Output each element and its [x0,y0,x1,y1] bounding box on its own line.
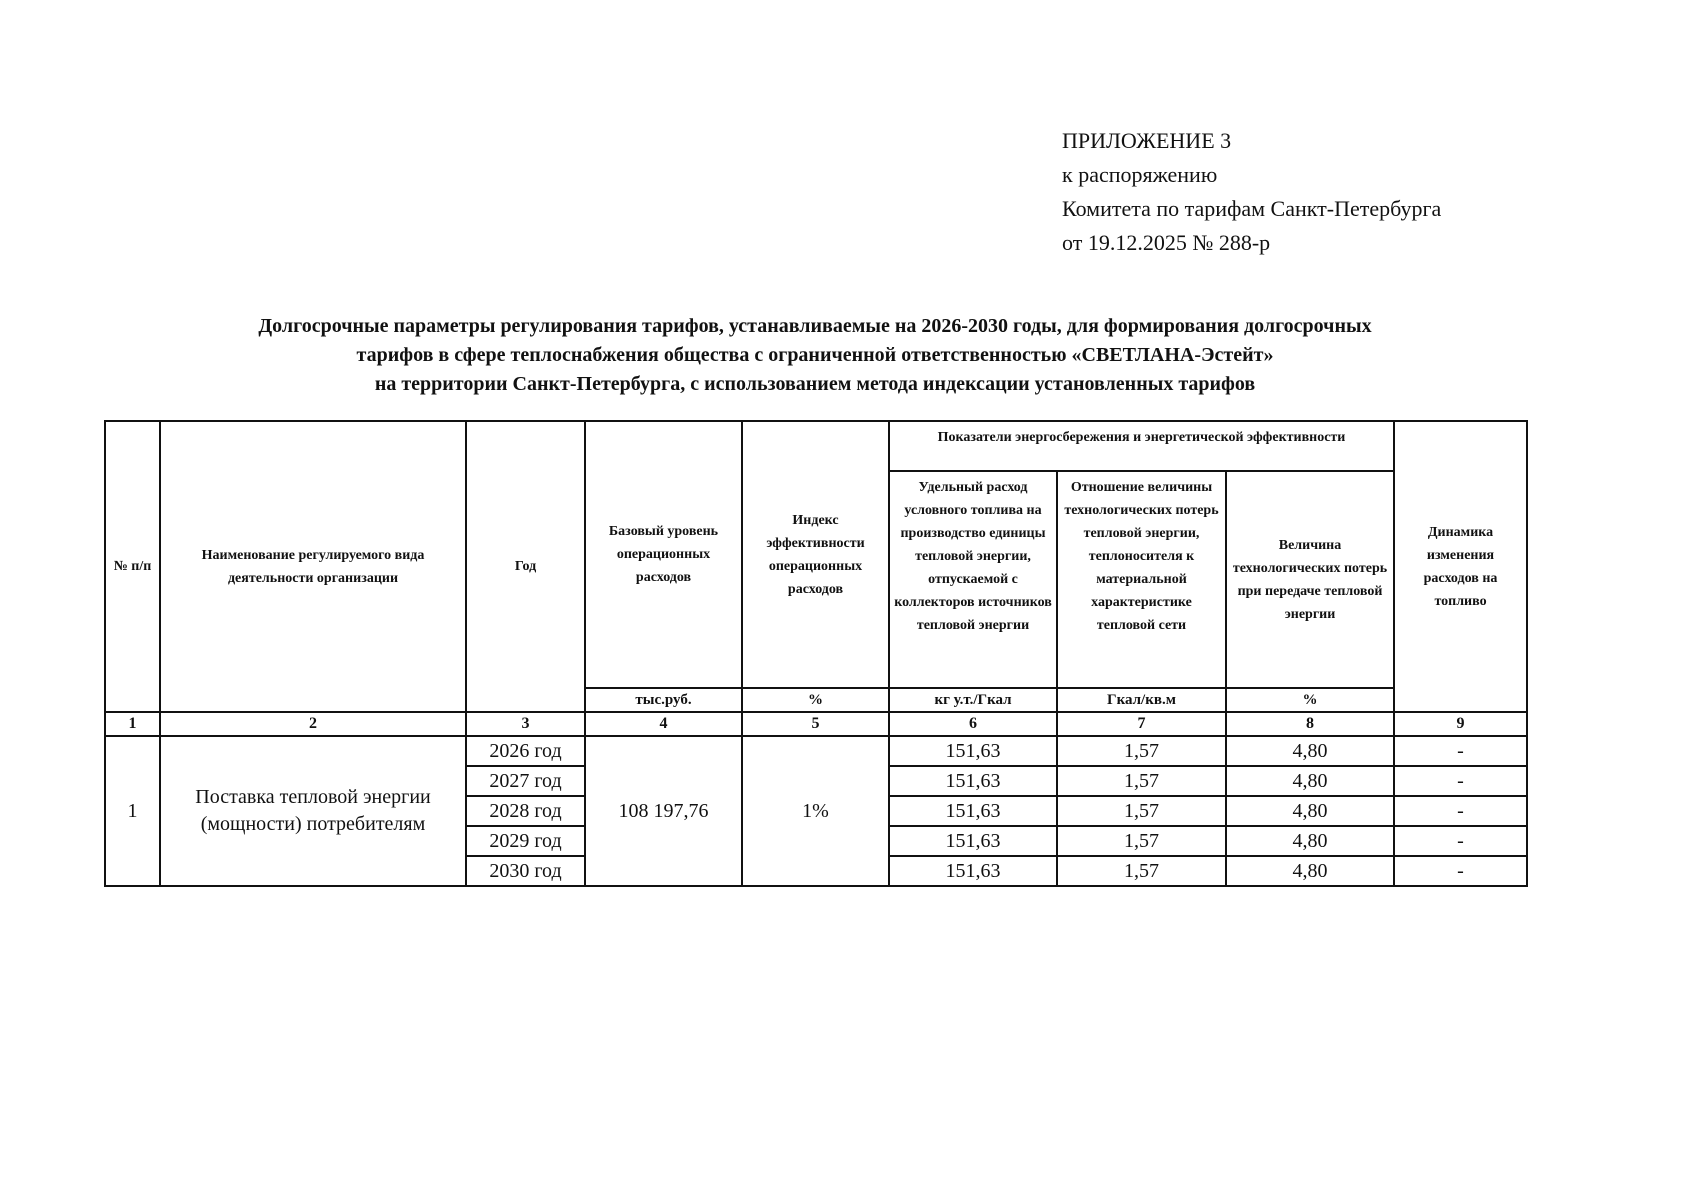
unit-specific-fuel: кг у.т./Гкал [889,688,1057,712]
year-cell: 2029 год [466,826,585,856]
column-number-row [105,712,1527,736]
column-number: 9 [1394,712,1527,736]
column-number: 2 [160,712,466,736]
fuel-dynamics-value: - [1394,796,1527,826]
loss-ratio-value: 1,57 [1057,766,1226,796]
year-cell: 2028 год [466,796,585,826]
loss-ratio-value: 1,57 [1057,826,1226,856]
annex-date-number: от 19.12.2025 № 288-р [1062,230,1271,255]
title-line-1: Долгосрочные параметры регулирования тарифов, устанавливаемые на 2026-2030 годы, для формирования долгосрочных [258,315,1372,337]
fuel-dynamics-value: - [1394,766,1527,796]
header-specific-fuel: Удельный расход условного топлива на производство единицы тепловой энергии, отпускаемой с коллекторов источников тепловой энергии [889,471,1057,688]
tech-losses-value: 4,80 [1226,856,1394,886]
tech-losses-value: 4,80 [1226,796,1394,826]
activity-name: Поставка тепловой энергии (мощности) потребителям [160,736,466,886]
efficiency-index-value: 1% [742,736,889,886]
specific-fuel-value: 151,63 [889,766,1057,796]
table-row [105,736,1527,766]
unit-tech-losses: % [1226,688,1394,712]
annex-block [1062,124,1441,260]
row-number: 1 [105,736,160,886]
header-row-1 [105,421,1527,471]
loss-ratio-value: 1,57 [1057,796,1226,826]
title-line-3: на территории Санкт-Петербурга, с использованием метода индексации установленных тарифов [374,373,1256,395]
header-tech-losses: Величина технологических потерь при передаче тепловой энергии [1226,471,1394,688]
annex-title: ПРИЛОЖЕНИЕ 3 [1062,128,1232,153]
tech-losses-value: 4,80 [1226,736,1394,766]
base-opex-value: 108 197,76 [585,736,742,886]
header-fuel-dynamics: Динамика изменения расходов на топливо [1394,421,1527,712]
column-number: 3 [466,712,585,736]
tech-losses-value: 4,80 [1226,766,1394,796]
header-loss-ratio: Отношение величины технологических потерь тепловой энергии, теплоносителя к материальной характеристике тепловой сети [1057,471,1226,688]
header-year: Год [466,421,585,712]
column-number: 6 [889,712,1057,736]
fuel-dynamics-value: - [1394,736,1527,766]
document-title [0,312,1630,399]
loss-ratio-value: 1,57 [1057,856,1226,886]
specific-fuel-value: 151,63 [889,856,1057,886]
year-cell: 2026 год [466,736,585,766]
annex-committee: Комитета по тарифам Санкт-Петербурга [1062,196,1442,221]
annex-reference: к распоряжению [1062,162,1218,187]
column-number: 8 [1226,712,1394,736]
column-number: 5 [742,712,889,736]
column-number: 1 [105,712,160,736]
header-base-opex: Базовый уровень операционных расходов [585,421,742,688]
tech-losses-value: 4,80 [1226,826,1394,856]
unit-loss-ratio: Гкал/кв.м [1057,688,1226,712]
parameters-table [104,420,1528,887]
loss-ratio-value: 1,57 [1057,736,1226,766]
column-number: 4 [585,712,742,736]
header-energy-efficiency-group: Показатели энергосбережения и энергетической эффективности [889,421,1394,471]
specific-fuel-value: 151,63 [889,826,1057,856]
specific-fuel-value: 151,63 [889,736,1057,766]
title-line-2: тарифов в сфере теплоснабжения общества с ограниченной ответственностью «СВЕТЛАНА-Эстейт» [356,344,1274,366]
unit-base-opex: тыс.руб. [585,688,742,712]
year-cell: 2030 год [466,856,585,886]
unit-efficiency-index: % [742,688,889,712]
year-cell: 2027 год [466,766,585,796]
fuel-dynamics-value: - [1394,856,1527,886]
header-activity-name: Наименование регулируемого вида деятельности организации [160,421,466,712]
specific-fuel-value: 151,63 [889,796,1057,826]
header-num: № п/п [105,421,160,712]
header-efficiency-index: Индекс эффективности операционных расходов [742,421,889,688]
fuel-dynamics-value: - [1394,826,1527,856]
column-number: 7 [1057,712,1226,736]
